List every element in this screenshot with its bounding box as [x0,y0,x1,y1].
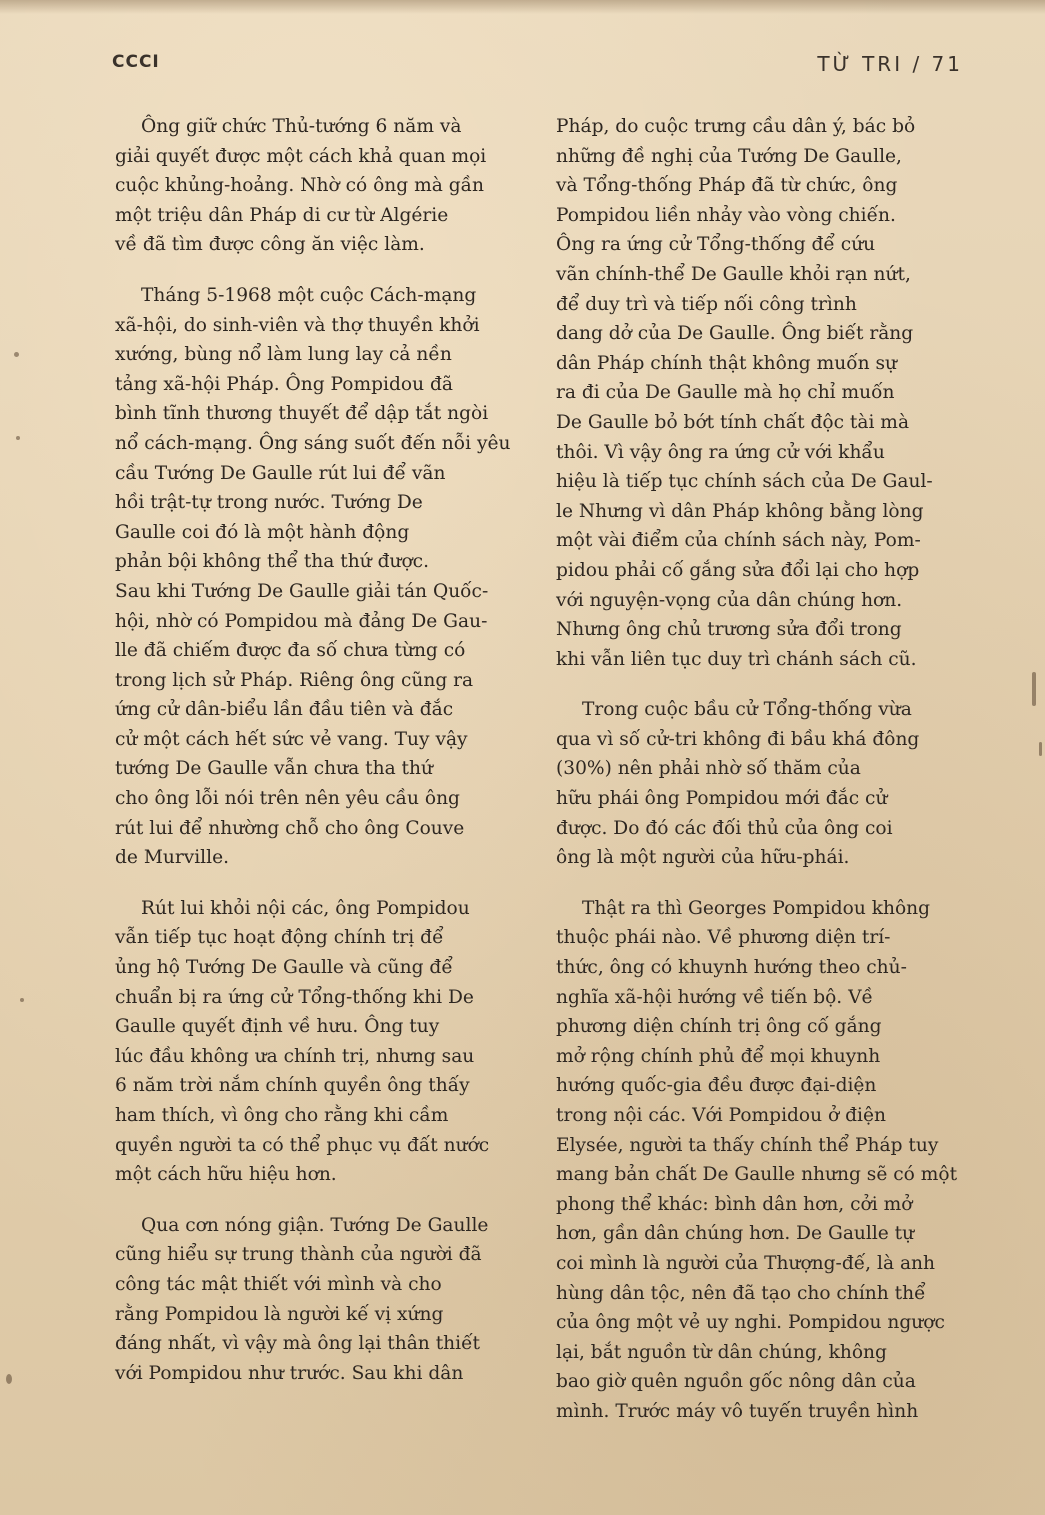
paper-speck [6,1374,12,1384]
right-column [556,112,972,1448]
paper-speck [1039,742,1042,756]
paragraph: Qua cơn nóng giận. Tướng De Gaulle cũng hiểu sự trung thành của người đã công tác mật thiết với mình và cho rằng Pompidou là người kế vị xứng đáng nhất, vì vậy mà ông lại thân thiết với Pompidou như trước. Sau khi dân [115,1214,489,1384]
header-left-mark: CCCI [112,52,160,72]
paragraph: Rút lui khỏi nội các, ông Pompidou vẫn tiếp tục hoạt động chính trị để ủng hộ Tướng De Gaulle và cũng để chuẩn bị ra ứng cử Tổng-thống khi De Gaulle quyết định về hưu. Ông tuy lúc đầu không ưa chính trị, nhưng sau 6 năm trời nắm chính quyền ông thấy ham thích, vì ông cho rằng khi cầm quyền người ta có thể phục vụ đất nước một cách hữu hiệu hơn. [115,897,490,1186]
running-title-page-number: TỪ TRI / 71 [817,52,963,76]
paragraph: Trong cuộc bầu cử Tổng-thống vừa qua vì số cử-tri không đi bầu khá đông (30%) nên phải nhờ số thăm của hữu phái ông Pompidou mới đắc cử được. Do đó các đối thủ của ông coi ông là một người của hữu-phái. [556,699,920,869]
paragraph: Ông giữ chức Thủ-tướng 6 năm và giải quyết được một cách khả quan mọi cuộc khủng-hoảng. Nhờ có ông mà gần một triệu dân Pháp di cư từ Algérie về đã tìm được công ăn việc làm. [115,116,487,256]
paper-speck [20,998,24,1002]
paragraph: Thật ra thì Georges Pompidou không thuộc phái nào. Về phương diện trí- thức, ông có khuynh hướng theo chủ- nghĩa xã-hội hướng về tiến bộ. Về phương diện chính trị ông cố gắng mở rộng chính phủ để mọi khuynh hướng quốc-gia đều được đại-diện trong nội các. Với Pompidou ở điện Elysée, người ta thấy chính thể Pháp tuy mang bản chất De Gaulle nhưng sẽ có một phong thể khác: bình dân hơn, cởi mở hơn, gần dân chúng hơn. De Gaulle tự coi mình là người của Thượng-đế, là anh hùng dân tộc, nên đã tạo cho chính thể của ông một vẻ uy nghi. Pompidou ngược lại, bắt nguồn từ dân chúng, không bao giờ quên nguồn gốc nông dân của mình. Trước máy vô tuyến truyền hình [556,897,958,1422]
page-header [0,52,1045,82]
paper-speck [1032,672,1036,706]
paragraph-continued: Pháp, do cuộc trưng cầu dân ý, bác bỏ những đề nghị của Tướng De Gaulle, và Tổng-thống Pháp đã từ chức, ông Pompidou liền nhảy vào vòng chiến. Ông ra ứng cử Tổng-thống để cứu vãn chính-thể De Gaulle khỏi rạn nứt, để duy trì và tiếp nối công trình dang dở của De Gaulle. Ông biết rằng dân Pháp chính thật không muốn sự ra đi của De Gaulle mà họ chỉ muốn De Gaulle bỏ bớt tính chất độc tài mà thôi. Vì vậy ông ra ứng cử với khẩu hiệu là tiếp tục chính sách của De Gaul- le Nhưng vì dân Pháp không bằng lòng một vài điểm của chính sách này, Pom- pidou phải cố gắng sửa đổi lại cho hợp với nguyện-vọng của dân chúng hơn. Nhưng ông chủ trương sửa đổi trong khi vẫn liên tục duy trì chánh sách cũ. [556,116,933,670]
left-column [115,112,530,1409]
page-top-edge [0,0,1045,14]
paper-speck [16,436,20,440]
paper-speck [14,352,19,357]
paragraph: Tháng 5-1968 một cuộc Cách-mạng xã-hội, do sinh-viên và thợ thuyền khởi xướng, bùng nổ làm lung lay cả nền tảng xã-hội Pháp. Ông Pompidou đã bình tĩnh thương thuyết để dập tắt ngòi nổ cách-mạng. Ông sáng suốt đến nỗi yêu cầu Tướng De Gaulle rút lui để vãn hồi trật-tự trong nước. Tướng De Gaulle coi đó là một hành động phản bội không thể tha thứ được. Sau khi Tướng De Gaulle giải tán Quốc- hội, nhờ có Pompidou mà đảng De Gau- lle đã chiếm được đa số chưa từng có trong lịch sử Pháp. Riêng ông cũng ra ứng cử dân-biểu lần đầu tiên và đắc cử một cách hết sức vẻ vang. Tuy vậy tướng De Gaulle vẫn chưa tha thứ cho ông lỗi nói trên nên yêu cầu ông rút lui để nhường chỗ cho ông Couve de Murville. [115,284,511,869]
